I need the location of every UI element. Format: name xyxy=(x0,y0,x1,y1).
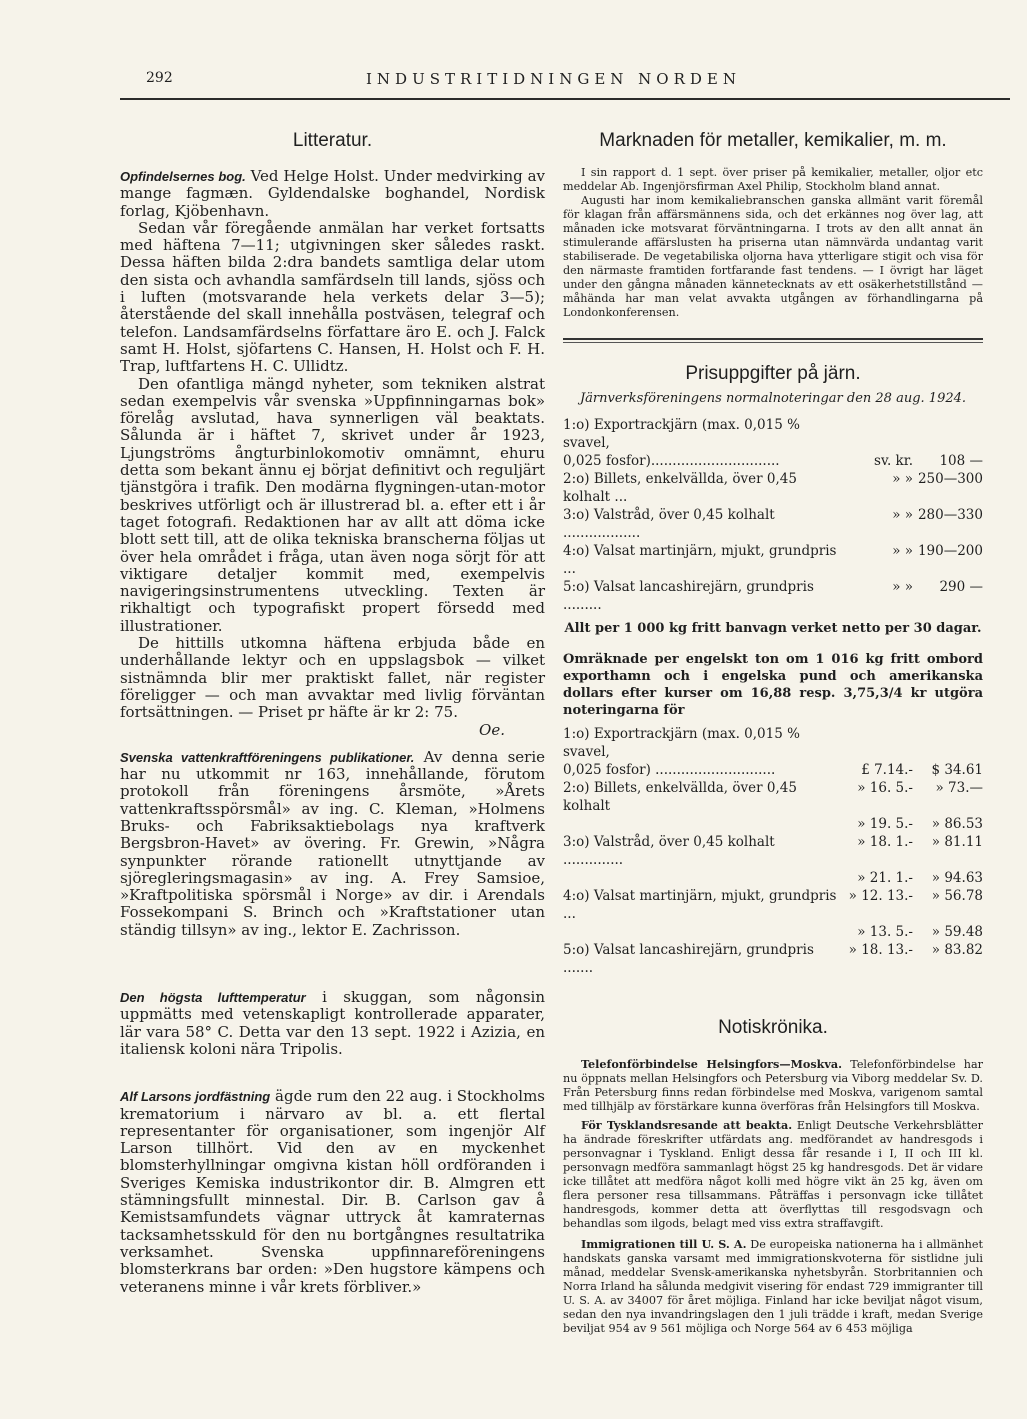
price-value-a: » 18. 1.- xyxy=(857,834,913,850)
price-row xyxy=(563,923,983,941)
price-row xyxy=(563,725,983,761)
price-item xyxy=(563,923,838,941)
price-row xyxy=(563,833,983,869)
price-item: 0,025 fosfor) ............................ xyxy=(563,762,776,778)
market-intro: I sin rapport d. 1 sept. över priser på kemikalier, metaller, oljor etc meddelar Ab. Ingenjörsfirman Axel Philip, Stockholm bland annat. xyxy=(563,166,983,193)
price-value-b: 108 — xyxy=(939,453,983,469)
price-row xyxy=(563,542,983,578)
price-value-b: 190—200 xyxy=(917,543,983,559)
price-value-a: » » xyxy=(892,471,913,487)
article-alf-larson xyxy=(120,1088,545,1296)
page-header xyxy=(120,62,1000,102)
price-row xyxy=(563,779,983,815)
article-opfindelsernes xyxy=(120,168,545,220)
price-value-b: » 59.48 xyxy=(931,924,983,940)
price-value-a: » » xyxy=(892,543,913,559)
notice-keyword: Telefonförbindelse Helsingfors—Moskva. xyxy=(581,1057,843,1071)
article-text: ägde rum den 22 aug. i Stockholms krematorium i närvaro av bl. a. ett flertal representanter för organisationer, som ingenjör Alf Larson tillhört. Vid den av en myckenhet blomsterhyllningar omgivna kistan höll ordföranden i Sveriges Kemiska industrikontor dir. B. Almgren ett stämningsfullt minnestal. Dir. B. Carlson gav å Kemistsamfundets vägnar uttryck åt kamraternas tacksamhetsskuld för den nu bortgångnes resultatrika verksamhet. Svenska uppfinnareföreningens blomsterkrans bar orden: »Den hugstore kämpens och veteranens minne i vår krets förbliver.» xyxy=(120,1087,545,1296)
article-text: Av denna serie har nu utkommit nr 163, innehållande, förutom protokoll från föreningens årsmöte, »Årets vattenkraftsspörsmål» av ing. C. Kleman, »Holmens Bruks- och Fabriksaktiebolags nya kraftverk Bergsbron-Havet» av övering. Fr. Grewin, »Några synpunkter rörande rationellt utnyttjande av sjöregleringsmagasin» av ing. A. Frey Samsioe, »Kraftpolitiska spörsmål i Norge» av dir. i Arendals Fossekompani S. Brinch och »Kraftstationer utan ständig tillsyn» av ing., lektor E. Zachrisson. xyxy=(120,747,546,939)
price-value-b: » 81.11 xyxy=(931,834,983,850)
article-vattenkraft xyxy=(120,749,545,939)
paragraph: Sedan vår föregående anmälan har verket fortsatts med häftena 7—11; utgivningen sker således raskt. Dessa häften bilda 2:dra bandets samtliga delar utom den sista och avhandla samfärdseln till lands, sjöss och i luften (motsvarande hela verkets delar 3—5); återstående del skall innehålla postväsen, telegraf och telefon. Landsamfärdselns författare äro E. och J. Falck samt H. Holst, sjöfartens C. Hansen, H. Holst och F. H. Trap, luftfartens H. C. Ullidtz. xyxy=(120,218,545,376)
paragraph: De hittills utkomna häftena erbjuda både en underhållande lektyr och en uppslagsbok — vilket sistnämnda blir mer praktiskt fallet, när register föreligger — och man avvaktar med livlig förväntan fortsättningen. — Priset pr häfte är kr 2: 75. xyxy=(120,634,545,722)
price-value-b: » 56.78 xyxy=(931,888,983,904)
price-value-b xyxy=(913,725,983,761)
market-body: Augusti har inom kemikaliebranschen ganska allmänt varit föremål för klagan från affärsmännens sida, och det erkännes nog över lag, att månaden icke motsvarat förväntningarna. I trots av den allt annat än stimulerande affärslusten ha priserna utan nämnvärda undantag varit stabiliserade. De vegetabiliska oljorna hava ytterligare stigit och visa för den närmaste framtiden fortfarande fast tendens. — I övrigt har läget under den gångna månaden kännetecknats av ett osäkerhetstillstånd — måhända har man velat avvakta utgången av förhandlingarna på Londonkonferensen. xyxy=(563,194,983,319)
price-item: 0,025 fosfor).............................. xyxy=(563,453,780,469)
price-value-a: » » xyxy=(892,579,913,595)
price-item: 4:o) Valsat martinjärn, mjukt, grundpris ... xyxy=(563,888,837,922)
price-subtitle: Järnverksföreningens normalnoteringar den 28 aug. 1924. xyxy=(579,391,967,406)
article-text: Ved Helge Holst. Under medvirking av mange fagmæn. Gyldendalske boghandel, Nordisk forlag, Kjöbenhavn. xyxy=(120,167,546,220)
price-heading: Prisuppgifter på järn. xyxy=(685,363,861,384)
price-item: 1:o) Exportrackjärn (max. 0,015 % svavel, xyxy=(563,417,800,451)
notice-text: Enligt Deutsche Verkehrsblätter ha ändrade föreskrifter utfärdats ang. medförandet av handresgods i personvagnar i Tyskland. Enligt dessa får resande i I, II och III kl. personvagn medföra sammanlagt högst 25 kg handresgods. Det är vidare icke tillåtet att medföra något kolli med högre vikt än 25 kg, även om flera personer resa tillsammans. Påträffas i personvagn icke tillåtet handresgods, kommer detta att överflyttas till resgodsvagn och behandlas som ilgods, belagt med viss extra straffavgift. xyxy=(563,1119,983,1230)
article-text: i skuggan, som någonsin uppmätts med vetenskapligt kontrollerade apparater, lär vara 58° C. Detta var den 13 sept. 1922 i Azizia, en italiensk koloni nära Tripolis. xyxy=(120,988,546,1058)
notis-heading: Notiskrönika. xyxy=(718,1017,828,1038)
price-item: 2:o) Billets, enkelvällda, över 0,45 kolhalt ... xyxy=(563,471,797,505)
notice-tyskland xyxy=(563,1118,983,1231)
right-column xyxy=(563,110,983,1336)
price-value-a: » 12. 13.- xyxy=(848,888,913,904)
price-value-b: » 73.— xyxy=(935,780,983,796)
price-value-b: 280—330 xyxy=(917,507,983,523)
price-value-b: » 86.53 xyxy=(931,816,983,832)
price-value-b: 290 — xyxy=(939,579,983,595)
notice-text: De europeiska nationerna ha i allmänhet handskats ganska varsamt med immigrationskvoterna för sistlidne juli månad, meddelar Svensk-amerikanska nyhetsbyrån. Storbritannien och Norra Irland ha sålunda medgivit visering för endast 729 immigranter till U. S. A. av 34007 för året möjliga. Finland har icke beviljat något visum, sedan den nya invandringslagen den 1 juli trädde i kraft, medan Sverige beviljat 954 av 9 561 möjliga och Norge 564 av 6 453 möjliga xyxy=(563,1238,983,1335)
price-value-a xyxy=(838,416,913,452)
price-value-a: » 13. 5.- xyxy=(857,924,913,940)
journal-title: INDUSTRITIDNINGEN NORDEN xyxy=(366,70,741,88)
price-value-b: » 83.82 xyxy=(931,942,983,958)
price-item: 3:o) Valstråd, över 0,45 kolhalt .............. xyxy=(563,834,775,868)
article-keyword: Svenska vattenkraftföreningens publikationer. xyxy=(120,749,415,765)
article-lufttemperatur xyxy=(120,989,545,1058)
gbp-price-table xyxy=(563,725,983,977)
signature: Oe. xyxy=(479,720,505,739)
price-row xyxy=(563,578,983,614)
notice-text: Telefonförbindelse har nu öppnats mellan Helsingfors och Petersburg via Viborg meddelar Sv. D. Från Petersburg finns redan förbindelse med Moskva, varigenom samtal med tillhjälp av förstärkare kunna överföras från Helsingfors till Moskva. xyxy=(563,1058,983,1113)
price-value-a: » 19. 5.- xyxy=(857,816,913,832)
price-row xyxy=(563,761,983,779)
price-item: 5:o) Valsat lancashirejärn, grundpris ....... xyxy=(563,942,814,976)
price-value-a: » » xyxy=(892,507,913,523)
notice-immigration xyxy=(563,1237,983,1336)
price-value-b: » 94.63 xyxy=(931,870,983,886)
price-item: 1:o) Exportrackjärn (max. 0,015 % svavel, xyxy=(563,726,800,760)
price-value-a: » 16. 5.- xyxy=(857,780,913,796)
market-heading: Marknaden för metaller, kemikalier, m. m. xyxy=(599,130,947,151)
section-rule xyxy=(563,338,983,340)
price-item: 5:o) Valsat lancashirejärn, grundpris ......... xyxy=(563,579,814,613)
price-row xyxy=(563,452,983,470)
price-value-a: » 21. 1.- xyxy=(857,870,913,886)
paragraph: Den ofantliga mängd nyheter, som tekniken alstrat sedan exempelvis vår svenska »Uppfinningarnas bok» förelåg avslutad, hava synnerligen väl beaktats. Sålunda är i häftet 7, skrivet under år 1923, Ljungströms ångturbinlokomotiv omnämnt, ehuru detta som bekant ännu ej börjat definitivt och reguljärt tjänstgöra i trafik. Den modärna flygningen-utan-motor beskrives utförligt och är illustrerad bl. a. efter ett i år taget fotografi. Redaktionen har av allt att döma icke blott sett till, att de olika tekniska branscherna följas ut över hela området i fråga, utan även noga sörjt för att viktigare detaljer kommit med, exempelvis navigeringsinstrumentens utveckling. Texten är rikhaltigt och typografiskt propert försedd med illustrationer. xyxy=(120,374,545,635)
price-row xyxy=(563,815,983,833)
sek-price-table xyxy=(563,416,983,614)
price-item xyxy=(563,869,838,887)
section-rule xyxy=(563,342,983,343)
price-value-a: » 18. 13.- xyxy=(848,942,913,958)
price-row xyxy=(563,470,983,506)
conversion-note: Omräknade per engelskt ton om 1 016 kg fritt ombord exporthamn och i engelska pund och amerikanska dollars efter kurser om 16,88 resp. 3,75,3/4 kr utgöra noteringarna för xyxy=(563,652,983,718)
price-item: 4:o) Valsat martinjärn, mjukt, grundpris ... xyxy=(563,543,837,577)
price-row xyxy=(563,416,983,452)
page-number: 292 xyxy=(146,70,173,86)
header-rule xyxy=(120,98,1010,100)
price-item: 2:o) Billets, enkelvällda, över 0,45 kolhalt xyxy=(563,780,797,814)
notice-keyword: Immigrationen till U. S. A. xyxy=(581,1237,747,1251)
price-row xyxy=(563,869,983,887)
notice-keyword: För Tysklandsresande att beakta. xyxy=(581,1118,793,1132)
price-value-a xyxy=(838,725,913,761)
price-value-a: £ 7.14.- xyxy=(861,762,913,778)
left-column xyxy=(120,110,545,1296)
price-row xyxy=(563,506,983,542)
notice-telefon xyxy=(563,1057,983,1114)
price-row xyxy=(563,941,983,977)
article-keyword: Alf Larsons jordfästning xyxy=(120,1089,271,1105)
article-keyword: Opfindelsernes bog. xyxy=(120,169,246,184)
price-value-b: $ 34.61 xyxy=(931,762,983,778)
price-note: Allt per 1 000 kg fritt banvagn verket netto per 30 dagar. xyxy=(564,621,982,636)
price-row xyxy=(563,887,983,923)
article-keyword: Den högsta lufttemperatur xyxy=(120,990,306,1006)
price-value-a: sv. kr. xyxy=(874,453,913,469)
price-value-b xyxy=(913,416,983,452)
litteratur-heading: Litteratur. xyxy=(292,130,373,151)
price-item xyxy=(563,815,838,833)
price-value-b: 250—300 xyxy=(917,471,983,487)
price-item: 3:o) Valstråd, över 0,45 kolhalt .................. xyxy=(563,507,775,541)
